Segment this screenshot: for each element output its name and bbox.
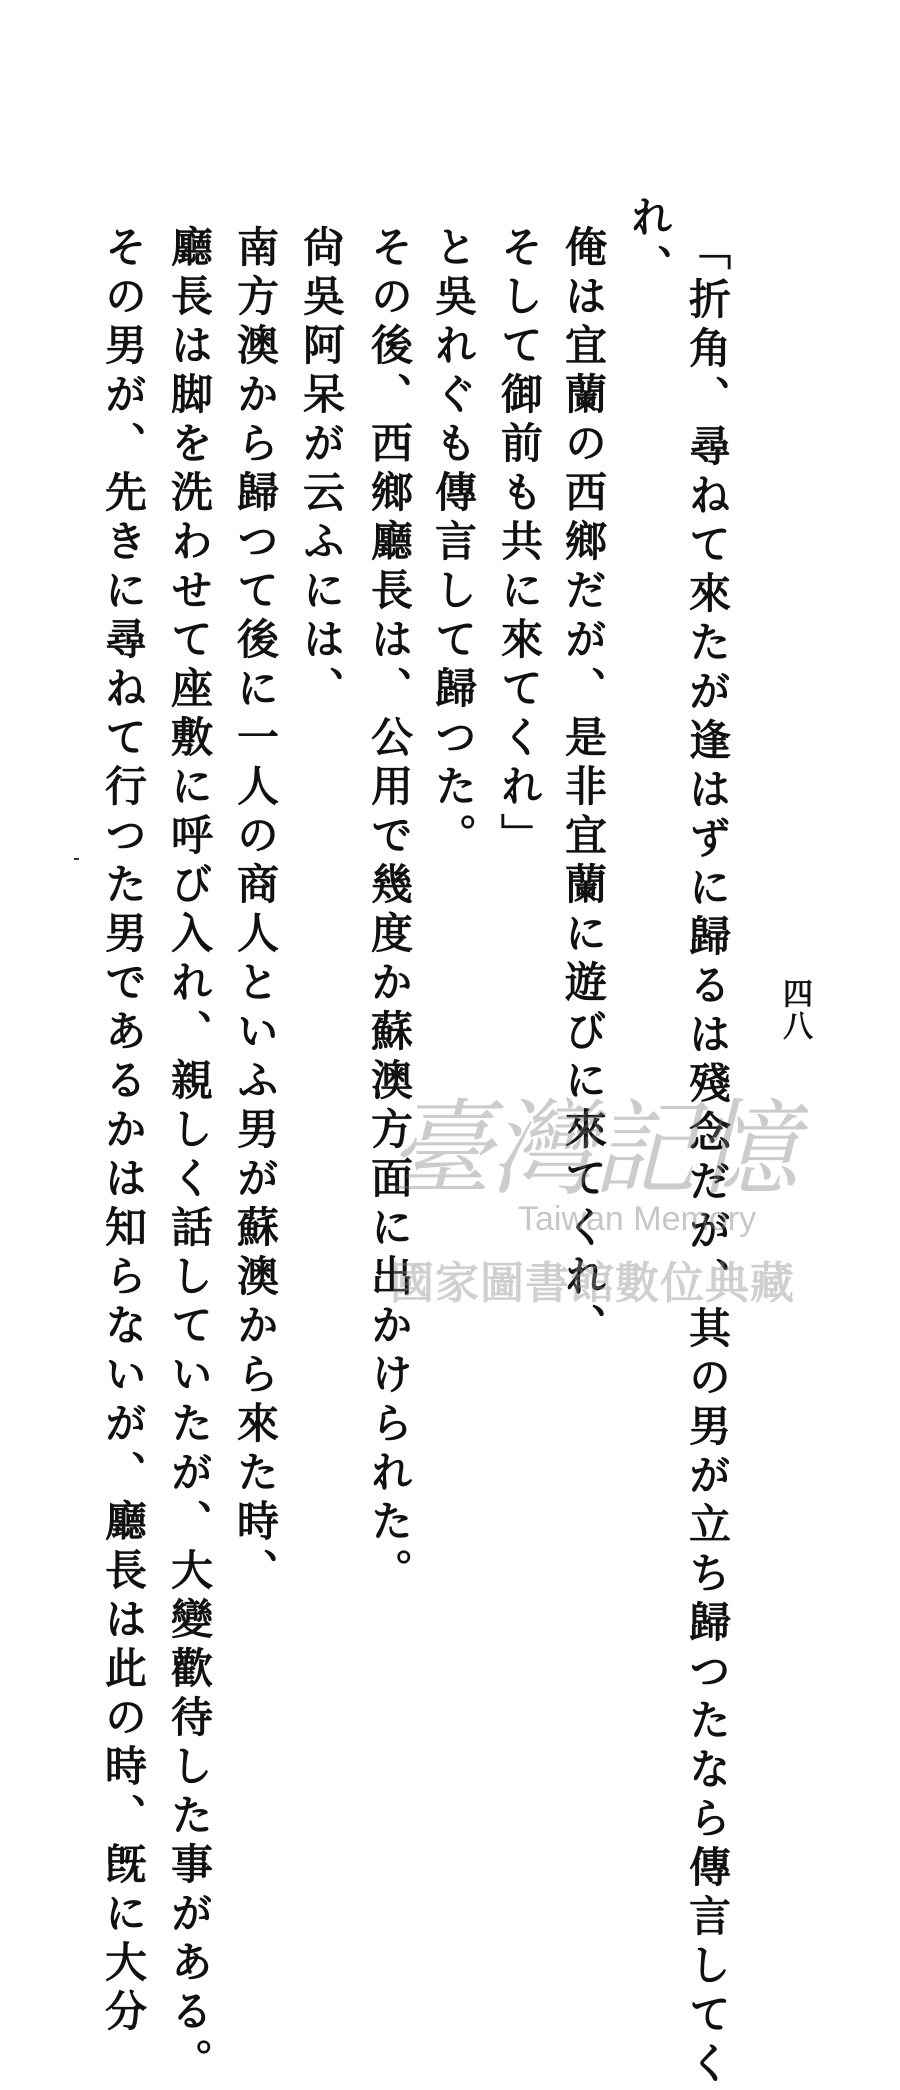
text-column-10: その男が、先きに尋ねて行つた男であるかは知らないが、廳長は此の時、旣に大分 (99, 225, 148, 2038)
text-column-5: と吳れぐも傳言して歸つた。 (429, 225, 478, 862)
page-number: 四八 (777, 978, 812, 1042)
text-column-4: そして御前も共に來てくれ」 (495, 225, 544, 862)
scan-speck (74, 858, 79, 860)
text-column-7: 尙吳阿呆が云ふには、 (297, 225, 346, 715)
text-column-1: 「折角、尋ねて來たが逢はずに歸るは殘念だが、其の男が立ち歸つたなら傳言してく (683, 228, 732, 2090)
watermark-logo: 臺灣記憶 (388, 1088, 797, 1210)
text-column-8: 南方澳から歸つて後に一人の商人といふ男が蘇澳から來た時、 (231, 225, 280, 1597)
text-column-6: その後、西鄉廳長は、公用で幾度か蘇澳方面に出かけられた。 (365, 225, 414, 1597)
text-column-3: 俺は宜蘭の西鄉だが、是非宜蘭に遊びに來てくれ、 (559, 225, 608, 1352)
text-column-2: れ、 (625, 195, 674, 293)
watermark (388, 1065, 848, 1315)
watermark-chinese: 國家圖書館數位典藏 (390, 1258, 795, 1309)
watermark-english: Taiwan Memory (518, 1200, 757, 1238)
text-column-9: 廳長は脚を洗わせて座敷に呼び入れ、親しく話していたが、大變歡待した事がある。 (165, 225, 214, 2087)
